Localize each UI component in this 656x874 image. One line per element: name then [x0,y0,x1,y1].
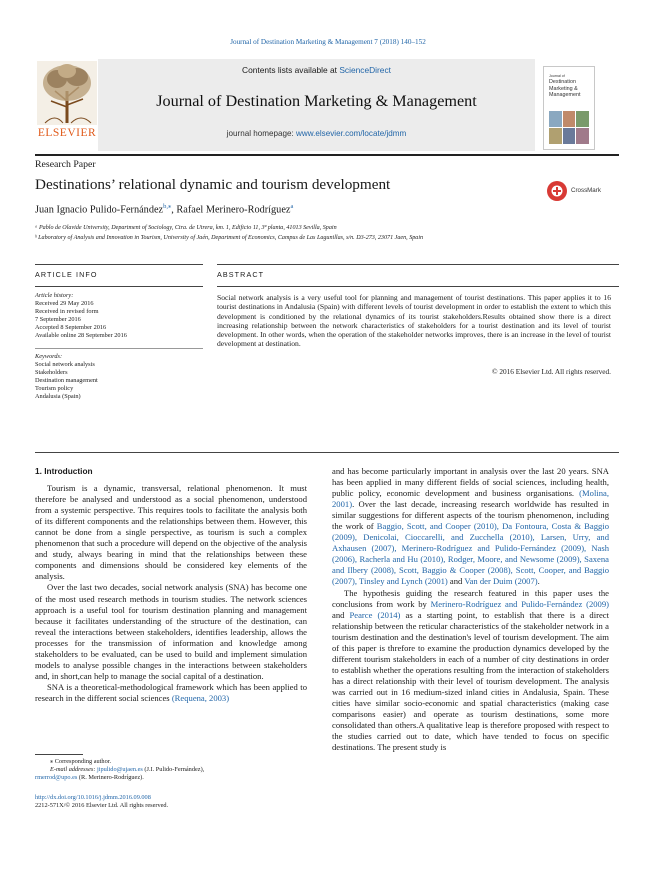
affiliation-a: ᵃ Pablo de Olavide University, Department of Sociology, Ctra. de Utrera, km. 1, Edificio 11, 3ª planta, 41013 Sevilla, Spain [35,225,337,231]
history-item: Available online 28 September 2016 [35,332,127,339]
masthead-banner [98,59,535,151]
doi-link[interactable]: http://dx.doi.org/10.1016/j.jdmm.2016.09.008 [35,794,151,801]
email-line [35,774,144,781]
keyword: Destination management [35,377,98,384]
elsevier-tree-logo [37,61,97,125]
keywords-rule [35,348,203,349]
article-type: Research Paper [35,159,96,170]
author-affiliation-marks[interactable]: b,⁎ [163,203,172,210]
citation-link[interactable]: (Molina, 2001) [332,488,609,510]
cover-title-line: Marketing & [549,85,578,92]
body-left-column [35,466,307,704]
email-line [50,766,204,773]
citation-link[interactable]: (Requena, 2003) [171,692,230,703]
paragraph-text: and [332,609,350,620]
abstract-rule-top [217,264,619,265]
article-info-rule [35,286,203,287]
history-label: Article history: [35,292,74,299]
citation-link[interactable]: Van der Duim (2007) [464,576,538,587]
cover-image [549,111,589,145]
citation-link[interactable]: Merinero-Rodríguez and Pulido-Fernández (2009) [430,598,609,609]
paragraph-text: and has become particularly important in analysis over the last 20 years. SNA has been applied in many different fields of social sciences, including health, public policy, economic development and business organisations. [332,466,609,499]
affiliation-b: ᵇ Laboratory of Analysis and Innovation in Tourism, University of Jaén, Department of Economics, Campus de Las Lagunillas, s/n. D3-273, 23071 Jaen, Spain [35,235,424,241]
paragraph-text: SNA is a theoretical-methodological framework which has been applied to research in the different social sciences [35,681,307,703]
body-paragraph [35,682,307,704]
journal-homepage [98,129,535,138]
citation-link[interactable]: Pearce (2014) [349,609,401,620]
article-info-rule-top [35,264,203,265]
body-paragraph: Tourism is a dynamic, transversal, relational phenomenon. It must therefore be analysed and understood as a social phenomenon, understood from a systemic perspective. This requires tools to facilitate the analysis both of its different components and the relationships between them. However, this cannot be done from a single perspective, as tourism is such a complex phenomenon that such a procedure will depend on the objective of the analysis and study, always bearing in mind that the relationships between these components and dimensions should be considered key elements of the analysis. [35,483,307,582]
cover-title-line: Management [549,92,581,99]
abstract-bottom-rule [35,452,619,453]
email-link[interactable]: jipulido@ujaen.es [97,766,143,773]
author-separator: , [171,204,177,216]
history-item: Received 29 May 2016 [35,300,94,307]
article-title: Destinations’ relational dynamic and tourism development [35,176,391,193]
crossmark-label: CrossMark [571,187,601,194]
footnote-rule [35,754,83,755]
cover-title-line: Destination [549,79,576,86]
author-name[interactable]: Rafael Merinero-Rodríguez [176,204,291,216]
keyword: Andalusia (Spain) [35,393,81,400]
issn-line: 2212-571X/© 2016 Elsevier Ltd. All rights reserved. [35,802,169,809]
email-link[interactable]: rmerrod@upo.es [35,774,78,781]
body-paragraph [332,588,609,754]
paragraph-text: . [537,576,540,587]
journal-reference-line[interactable]: Journal of Destination Marketing & Management 7 (2018) 140–152 [230,38,426,46]
contents-line [98,65,535,75]
crossmark-badge[interactable] [546,180,636,204]
journal-cover-thumbnail[interactable] [543,66,595,150]
history-item: 7 September 2016 [35,316,81,323]
abstract-text: Social network analysis is a very useful tool for planning and management of tourist destinations. This paper applies it to 16 tourist destinations in Andalusia (Spain) with different levels of tourist development in order to establish the extent to which this development is conditioned by the relational dynamics of its tourist stakeholders.Results obtained show there is a direct increasing relationship between the network characteristics of stakeholders for a tourist destination and its level of tourist development. In other words, when the operation of the stakeholder networks improves, there is an increase in the level of tourist development at destination. [217,293,611,349]
journal-title: Journal of Destination Marketing & Management [156,92,477,110]
history-item: Received in revised form [35,308,99,315]
email-label: E-mail addresses: [50,766,97,773]
abstract-copyright: © 2016 Elsevier Ltd. All rights reserved. [491,367,611,376]
masthead-rule [35,154,619,156]
crossmark-icon [546,180,568,202]
history-item: Accepted 8 September 2016 [35,324,107,331]
email-owner: (R. Merinero-Rodríguez). [77,774,144,781]
article-info-heading: ARTICLE INFO [35,270,98,279]
corresponding-author-note: ⁎ Corresponding author. [50,758,112,765]
cover-title-line: Journal of [549,74,565,78]
body-right-column [332,466,609,753]
body-paragraph [332,466,609,588]
abstract-rule [217,286,619,287]
paragraph-text: and [447,576,465,587]
keyword: Stakeholders [35,369,68,376]
paragraph-text: . Over the last decade, increasing research worldwide has resulted in similar suggestions for different aspects of the tourism phenomenon, including the work of [332,499,609,532]
cover-title [549,73,589,99]
author-affiliation-marks[interactable]: a [290,203,294,210]
contents-prefix: Contents lists available at [242,65,340,75]
keyword: Tourism policy [35,385,74,392]
homepage-link[interactable]: www.elsevier.com/locate/jdmm [296,129,407,138]
paragraph-text: as a starting point, to establish that there is a direct relationship between the reticular characteristics of the stakeholder network in a tourism destination and the destination's level of tourism development. The aim of this paper is threfore to examine the production dynamics developed by the different tourism stakeholders in each of a number of city destinations in order to establish whether the operations resulting from the interaction of stakeholders has a direct relationship with their level of tourism development. The analysis was carried out in 16 medium-sized inland cities in Andalusia, Spain. These cities have similar socio-economic and spatial characteristics (making case comparisons easier) and operate as tourism destinations, some more consolidated than others.A qualitative leap is therefore proposed with respect to the studies carried out to date, which have tended to focus on specific destinations. The present study is [332,609,609,753]
sciencedirect-link[interactable]: ScienceDirect [339,65,391,75]
body-paragraph: Over the last two decades, social network analysis (SNA) has become one of the most used research methods in tourism studies. The network sciences approach is a useful tool for tourism destination planning and management because it facilitates understanding of the structure of the destination, can reveal the interactions between stakeholders, identifies leadership, allows the processes for the transmission of information and knowledge among stakeholders to be evaluated, can be used to build and implement simulation models to analyse possible changes in the interactions between stakeholders and, in short,can help to manage the social capital of a destination. [35,582,307,681]
keyword: Social network analysis [35,361,95,368]
keywords-label: Keywords: [35,353,63,360]
email-owner: (J.I. Pulido-Fernández), [142,766,205,773]
author-name[interactable]: Juan Ignacio Pulido-Fernández [35,204,164,216]
section-heading: 1. Introduction [35,466,93,476]
citation-link[interactable]: Baggio, Scott, and Cooper (2010), Da Fontoura, Costa & Baggio (2009), Denicolai, Cioccarelli, and Zucchella (2010), Larsen, Urry, and Axhausen (2007), Merinero-Rodríguez and Pulido-Fernández (2009), Nash (2006), Racherla and Hu (2010), Rodger, Moore, and Newsome (2009), Saxena and Ilbery (2008), Scott, Baggio & Cooper (2008), Scott, Cooper, and Baggio (2007), Tinsley and Lynch (2001) [332,521,609,587]
author-list [35,202,293,215]
paragraph-text: The hypothesis guiding the research featured in this paper uses the conclusions from work by [332,587,609,609]
abstract-heading: ABSTRACT [217,270,265,279]
publisher-wordmark: ELSEVIER [37,127,97,139]
homepage-prefix: journal homepage: [226,129,297,138]
